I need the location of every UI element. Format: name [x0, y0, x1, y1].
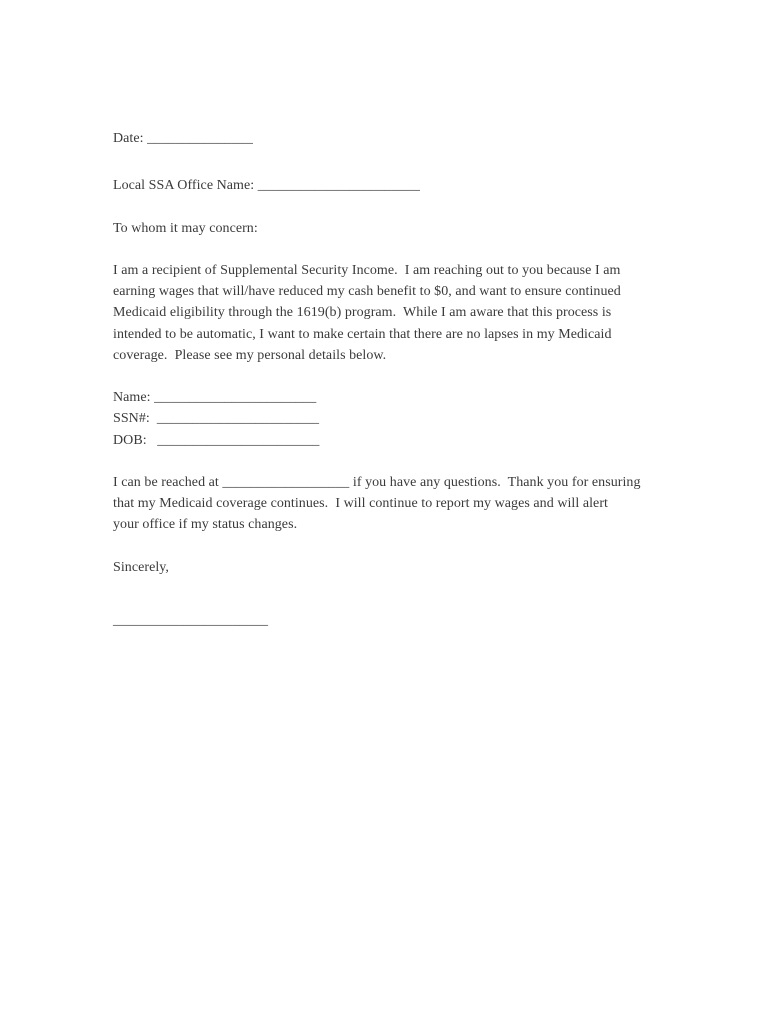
closing-line: your office if my status changes.	[113, 517, 298, 532]
body-line: coverage. Please see my personal details below.	[113, 348, 387, 363]
salutation: To whom it may concern:	[113, 221, 258, 236]
body-line: Medicaid eligibility through the 1619(b) program. While I am aware that this process is	[113, 305, 612, 320]
ssn-line: SSN#: _______________________	[113, 411, 320, 426]
body-line: I am a recipient of Supplemental Security Income. I am reaching out to you because I am	[113, 263, 621, 278]
ssa-office-line: Local SSA Office Name: _______________________	[113, 178, 420, 193]
closing-line: I can be reached at __________________ if you have any questions. Thank you for ensuring	[113, 475, 641, 490]
body-line: intended to be automatic, I want to make certain that there are no lapses in my Medicaid	[113, 327, 612, 342]
closing-line: that my Medicaid coverage continues. I will continue to report my wages and will alert	[113, 496, 608, 511]
dob-line: DOB: _______________________	[113, 433, 320, 448]
signoff: Sincerely,	[113, 560, 169, 575]
body-line: earning wages that will/have reduced my cash benefit to $0, and want to ensure continued	[113, 284, 621, 299]
signature-line: ______________________	[113, 613, 269, 628]
date-line: Date: _______________	[113, 131, 253, 146]
name-line: Name: _______________________	[113, 390, 317, 405]
